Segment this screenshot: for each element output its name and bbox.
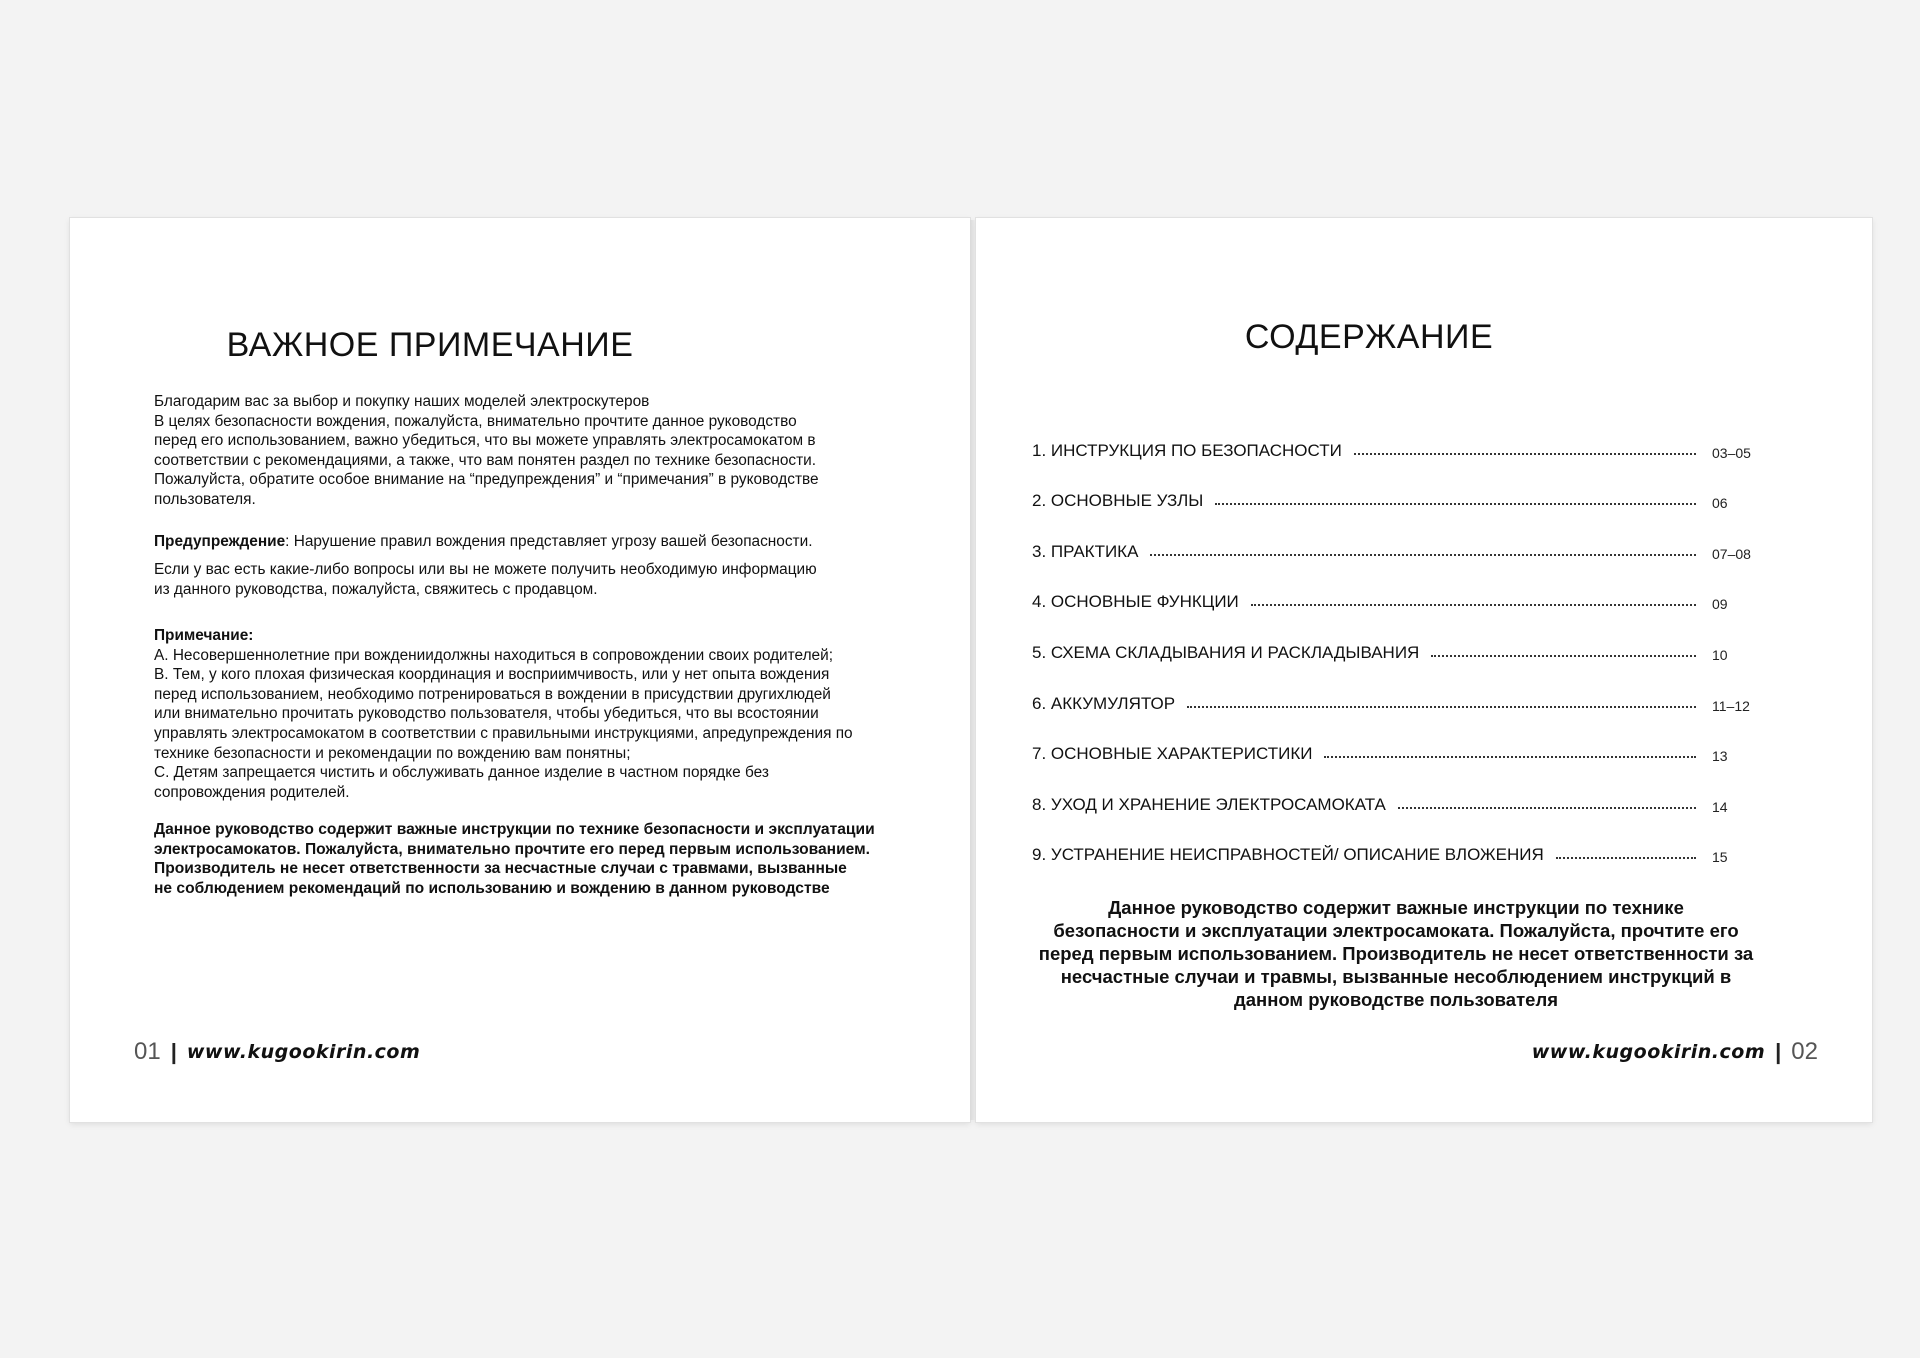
text-line: безопасности и эксплуатации электросамоката. Пожалуйста, прочтите его xyxy=(1053,920,1739,941)
warning-text: : Нарушение правил вождения представляет угрозу вашей безопасности. xyxy=(285,533,813,550)
note-line: перед использованием, необходимо потренироваться в вождении в присудствии другихлюдей xyxy=(154,685,831,703)
text-line: Благодарим вас за выбор и покупку наших моделей электроскутеров xyxy=(154,393,650,410)
text-line: Если у вас есть какие-либо вопросы или вы не можете получить необходимую информацию xyxy=(154,561,817,578)
footer-separator: | xyxy=(1775,1039,1782,1064)
note-line: технике безопасности и рекомендации по вождению вам понятны; xyxy=(154,744,631,762)
page-contents xyxy=(976,218,1872,1122)
note-line: сопровождения родителей. xyxy=(154,783,350,801)
note-line: А. Несовершеннолетние при вождениидолжны находиться в сопровождении своих родителей; xyxy=(154,646,833,664)
toc-item-pages: 11–12 xyxy=(1712,697,1750,714)
toc-item-label: 3. ПРАКТИКА xyxy=(1032,541,1139,561)
text-line: Данное руководство содержит важные инструкции по технике безопасности и эксплуатации xyxy=(154,821,875,838)
disclaimer-paragraph xyxy=(154,820,954,898)
toc-item xyxy=(1032,764,1772,815)
toc-item-pages: 14 xyxy=(1712,798,1728,815)
text-line: из данного руководства, пожалуйста, свяжитесь с продавцом. xyxy=(154,580,598,598)
toc-item-label: 8. УХОД И ХРАНЕНИЕ ЭЛЕКТРОСАМОКАТА xyxy=(1032,794,1386,814)
dot-leader xyxy=(1324,755,1696,758)
warning-label: Предупреждение xyxy=(154,533,286,550)
toc-item xyxy=(1032,714,1772,765)
toc-item xyxy=(1032,461,1772,512)
note-line: или внимательно прочитать руководство пользователя, чтобы убедиться, что вы всостоянии xyxy=(154,705,819,723)
dot-leader xyxy=(1354,452,1696,455)
note-line: С. Детям запрещается чистить и обслуживать данное изделие в частном порядке без xyxy=(154,764,769,782)
toc-item-label: 7. ОСНОВНЫЕ ХАРАКТЕРИСТИКИ xyxy=(1032,744,1313,764)
toc-item xyxy=(1032,815,1772,866)
toc-item xyxy=(1032,410,1772,461)
toc-item-pages: 03–05 xyxy=(1712,444,1751,461)
toc-item-pages: 06 xyxy=(1712,495,1728,512)
toc-item-label: 5. СХЕМА СКЛАДЫВАНИЯ И РАСКЛАДЫВАНИЯ xyxy=(1032,642,1420,662)
note-section xyxy=(154,626,954,802)
website-url: www.kugookirin.com xyxy=(186,1041,421,1063)
text-line: Производитель не несет ответственности за несчастные случаи с травмами, вызванные xyxy=(154,860,847,878)
toc-item xyxy=(1032,612,1772,663)
text-line: перед его использованием, важно убедиться, что вы можете управлять электросамокатом в xyxy=(154,432,816,450)
toc-item-pages: 13 xyxy=(1712,748,1728,765)
toc-item-pages: 07–08 xyxy=(1712,545,1751,562)
text-line: Пожалуйста, обратите особое внимание на “предупреждения” и “примечания” в руководстве xyxy=(154,471,819,489)
toc-item-label: 2. ОСНОВНЫЕ УЗЛЫ xyxy=(1032,491,1204,511)
text-line: Данное руководство содержит важные инструкции по технике xyxy=(1108,897,1684,918)
dot-leader xyxy=(1215,502,1696,505)
page-number: 01 xyxy=(134,1038,161,1065)
toc-item xyxy=(1032,562,1772,613)
text-line: пользователя. xyxy=(154,490,256,508)
text-line: несчастные случаи и травмы, вызванные несоблюдением инструкций в xyxy=(1060,966,1732,987)
text-line: В целях безопасности вождения, пожалуйста, внимательно прочтите данное руководство xyxy=(154,412,797,430)
disclaimer-paragraph xyxy=(1016,896,1776,1011)
table-of-contents xyxy=(1032,410,1772,865)
text-line: данном руководстве пользователя xyxy=(1233,989,1558,1010)
website-url: www.kugookirin.com xyxy=(1531,1041,1766,1063)
text-line: электросамокатов. Пожалуйста, внимательно прочтите его перед первым использованием. xyxy=(154,840,870,858)
toc-item-label: 1. ИНСТРУКЦИЯ ПО БЕЗОПАСНОСТИ xyxy=(1032,440,1342,460)
note-line: В. Тем, у кого плохая физическая координация и восприимчивость, или у нет опыта вождения xyxy=(154,666,830,684)
dot-leader xyxy=(1556,856,1696,859)
page-important-note xyxy=(70,218,970,1122)
dot-leader xyxy=(1431,654,1696,657)
toc-item-pages: 10 xyxy=(1712,646,1728,663)
dot-leader xyxy=(1187,705,1696,708)
footer-separator: | xyxy=(170,1039,177,1064)
toc-item-label: 6. АККУМУЛЯТОР xyxy=(1032,693,1176,713)
dot-leader xyxy=(1150,553,1696,556)
warning-paragraph xyxy=(154,532,954,552)
dot-leader xyxy=(1251,603,1696,606)
contact-paragraph xyxy=(154,560,894,599)
toc-item-label: 9. УСТРАНЕНИЕ НЕИСПРАВНОСТЕЙ/ ОПИСАНИЕ ВЛОЖЕНИЯ xyxy=(1032,845,1544,865)
intro-paragraph xyxy=(154,392,954,510)
toc-item xyxy=(1032,663,1772,714)
page-title: ВАЖНОЕ ПРИМЕЧАНИЕ xyxy=(226,326,634,364)
dot-leader xyxy=(1398,806,1696,809)
toc-item xyxy=(1032,511,1772,562)
note-line: управлять электросамокатом в соответствии с правильными инструкциями, апредупреждения по xyxy=(154,724,853,742)
text-line: не соблюдением рекомендаций по использованию и вождению в данном руководстве xyxy=(154,879,830,897)
text-line: перед первым использованием. Производитель не несет ответственности за xyxy=(1038,943,1754,964)
toc-item-pages: 15 xyxy=(1712,849,1728,866)
page-title: СОДЕРЖАНИЕ xyxy=(1244,318,1494,356)
page-number: 02 xyxy=(1791,1038,1818,1065)
note-heading: Примечание: xyxy=(154,627,254,644)
toc-item-label: 4. ОСНОВНЫЕ ФУНКЦИИ xyxy=(1032,592,1239,612)
page-footer xyxy=(1532,1038,1818,1066)
page-footer xyxy=(134,1038,420,1066)
toc-item-pages: 09 xyxy=(1712,596,1728,613)
text-line: соответствии с рекомендациями, а также, что вам понятен раздел по технике безопасности. xyxy=(154,451,817,469)
